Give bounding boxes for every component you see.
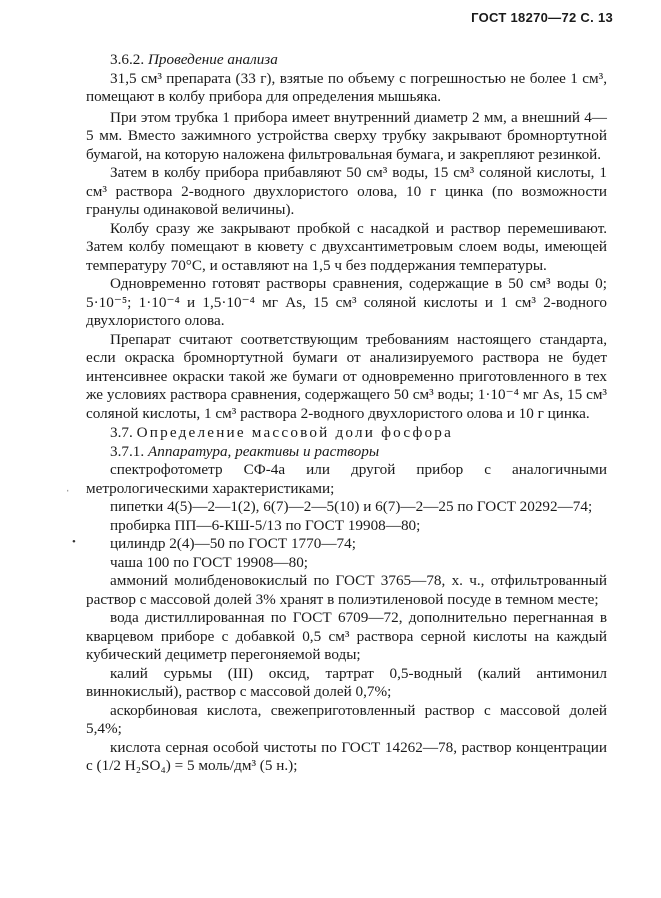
- list-item: кислота серная особой чистоты по ГОСТ 14262—78, раствор концентрации с (1/2 H₂SO₄) = 5 моль/дм³ (5 н.);: [86, 738, 607, 774]
- scan-speck: •: [72, 536, 76, 548]
- page-header: ГОСТ 18270—72 С. 13: [471, 10, 613, 25]
- list-item: калий сурьмы (III) оксид, тартрат 0,5-водный (калий антимонил виннокислый), раствор с массовой долей 0,7%;: [86, 664, 607, 700]
- section-title: Проведение анализа: [147, 51, 278, 68]
- list-item: аммоний молибденовокислый по ГОСТ 3765—78, х. ч., отфильтрованный раствор с массовой долей 3% хранят в полиэтиленовой посуде в темном месте;: [86, 572, 607, 608]
- section-title: Определение массовой доли фосфора: [136, 424, 454, 441]
- list-item: чаша 100 по ГОСТ 19908—80;: [110, 553, 309, 571]
- paragraph: Препарат считают соответствующим требованиям настоящего стандарта, если окраска бромнортутной бумаги от анализируемого раствора не будет интенсивнее окраски такой же бумаги от одновременно приготовленного в тех же условиях раствора сравнения, содержащего 50 см³ воды; 1·10⁻⁴ мг As, 15 см³ соляной кислоты, 1 см³ раствора 2-водного двухлористого олова и 10 г цинка.: [86, 330, 607, 422]
- section-title: Аппаратура, реактивы и растворы: [147, 442, 380, 460]
- paragraph: При этом трубка 1 прибора имеет внутренний диаметр 2 мм, а внешний 4—5 мм. Вместо зажимного устройства сверху трубку закрывают бромнортутной бумагой, на которую наложена фильтровальная бумага, и закрепляют резинкой.: [86, 108, 607, 163]
- paragraph: 31,5 см³ препарата (33 г), взятые по объему с погрешностью не более 1 см³, помещают в колбу прибора для определения мышьяка.: [86, 69, 607, 105]
- section-number: 3.7.: [110, 424, 133, 441]
- section-number: 3.6.2.: [110, 51, 145, 68]
- subsection-heading-3-7-1: [86, 443, 607, 462]
- list-item: цилиндр 2(4)—50 по ГОСТ 1770—74;: [110, 535, 356, 552]
- paragraph: Колбу сразу же закрывают пробкой с насадкой и раствор перемешивают. Затем колбу помещают в кювету с двухсантиметровым слоем воды, имеющей температуру 70°С, и оставляют на 1,5 ч без поддержания температуры.: [86, 219, 607, 274]
- section-number: 3.7.1.: [110, 442, 145, 460]
- section-heading-3-7: [86, 424, 607, 443]
- list-item: пипетки 4(5)—2—1(2), 6(7)—2—5(10) и 6(7)—2—25 по ГОСТ 20292—74;: [110, 498, 593, 515]
- scan-speck: ˈ: [66, 488, 70, 500]
- paragraph: Одновременно готовят растворы сравнения, содержащие в 50 см³ воды 0; 5·10⁻⁵; 1·10⁻⁴ и 1,5·10⁻⁴ мг As, 15 см³ соляной кислоты и 1 см³ 2-водного двухлористого олова.: [86, 275, 607, 329]
- list-item: спектрофотометр СФ-4а или другой прибор с аналогичными метрологическими характеристиками;: [86, 461, 607, 497]
- paragraph: Затем в колбу прибора прибавляют 50 см³ воды, 15 см³ соляной кислоты, 1 см³ раствора 2-водного двухлористого олова, 10 г цинка (по возможности гранулы одинаковой величины).: [86, 164, 607, 218]
- list-item: пробирка ПП—6-КШ-5/13 по ГОСТ 19908—80;: [110, 516, 421, 534]
- section-heading-3-6-2: [86, 51, 607, 70]
- list-item: аскорбиновая кислота, свежеприготовленный раствор с массовой долей 5,4%;: [86, 701, 607, 737]
- list-item: вода дистиллированная по ГОСТ 6709—72, дополнительно перегнанная в кварцевом приборе с добавкой 0,5 см³ раствора серной кислоты на каждый кубический дециметр перегоняемой воды;: [86, 609, 607, 663]
- document-body: [86, 50, 607, 776]
